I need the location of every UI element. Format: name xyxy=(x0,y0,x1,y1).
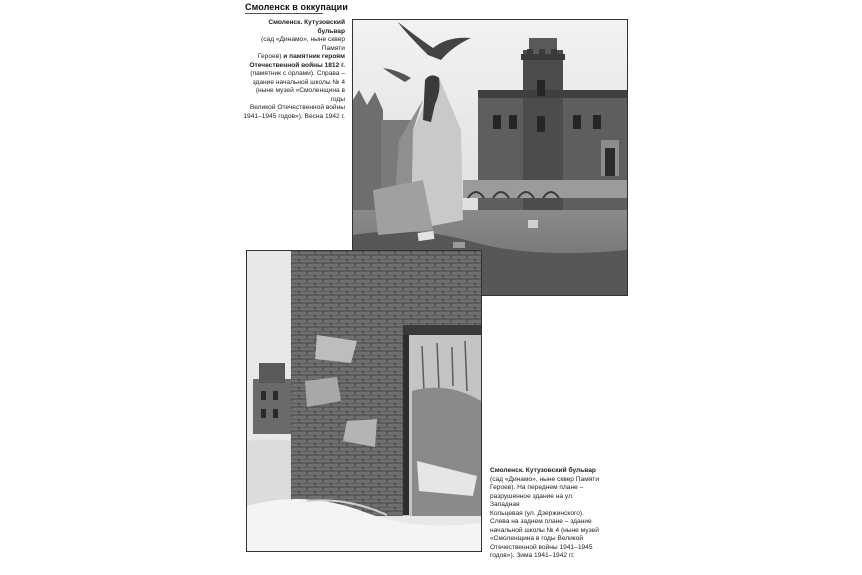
caption-text: (сад «Динамо», ныне сквер Памяти xyxy=(490,475,600,483)
caption-text: (сад «Динамо», ныне сквер Памяти xyxy=(261,36,345,52)
caption-text: Отечественной войны 1941–1945 xyxy=(490,543,593,551)
caption-text: Героев) xyxy=(257,53,284,60)
caption-bold-text: Смоленск. Кутузовский бульвар xyxy=(268,19,345,35)
caption-text: (ныне музей «Смоленщина в годы xyxy=(255,87,345,103)
caption-text: Великой Отечественной войны xyxy=(249,104,345,111)
caption-text: разрушенное здание на ул. Западная xyxy=(490,492,574,508)
top-photo-caption xyxy=(240,19,345,121)
section-title-underline xyxy=(245,13,323,14)
caption-bold-text: Отечественной войны 1812 г. xyxy=(249,61,345,69)
ruined-wall-photo-drawing xyxy=(247,251,481,551)
caption-text: «Смоленщина в годы Великой xyxy=(490,535,584,542)
caption-text: Слева на заднем плане – здание xyxy=(490,518,592,525)
caption-bold-text: и памятник героям xyxy=(283,53,345,60)
section-title: Смоленск в оккупации xyxy=(245,2,348,12)
caption-text: 1941–1945 годов»). Весна 1942 г. xyxy=(243,112,345,120)
caption-text: здание начальной школы № 4 xyxy=(252,78,345,86)
caption-text: годов»). Зима 1941–1942 гг. xyxy=(490,552,575,559)
caption-bold-text: Смоленск. Кутузовский бульвар xyxy=(490,467,596,474)
caption-text: Героев). На переднем плане – xyxy=(490,484,584,491)
caption-text: (памятник с орлами). Справа – xyxy=(250,70,345,77)
photo-ruined-brick-wall xyxy=(246,250,482,552)
bottom-photo-caption xyxy=(490,467,600,561)
caption-text: Кольцевая (ул. Дзержинского). xyxy=(490,509,584,517)
caption-text: начальной школы № 4 (ныне музей xyxy=(490,526,599,534)
